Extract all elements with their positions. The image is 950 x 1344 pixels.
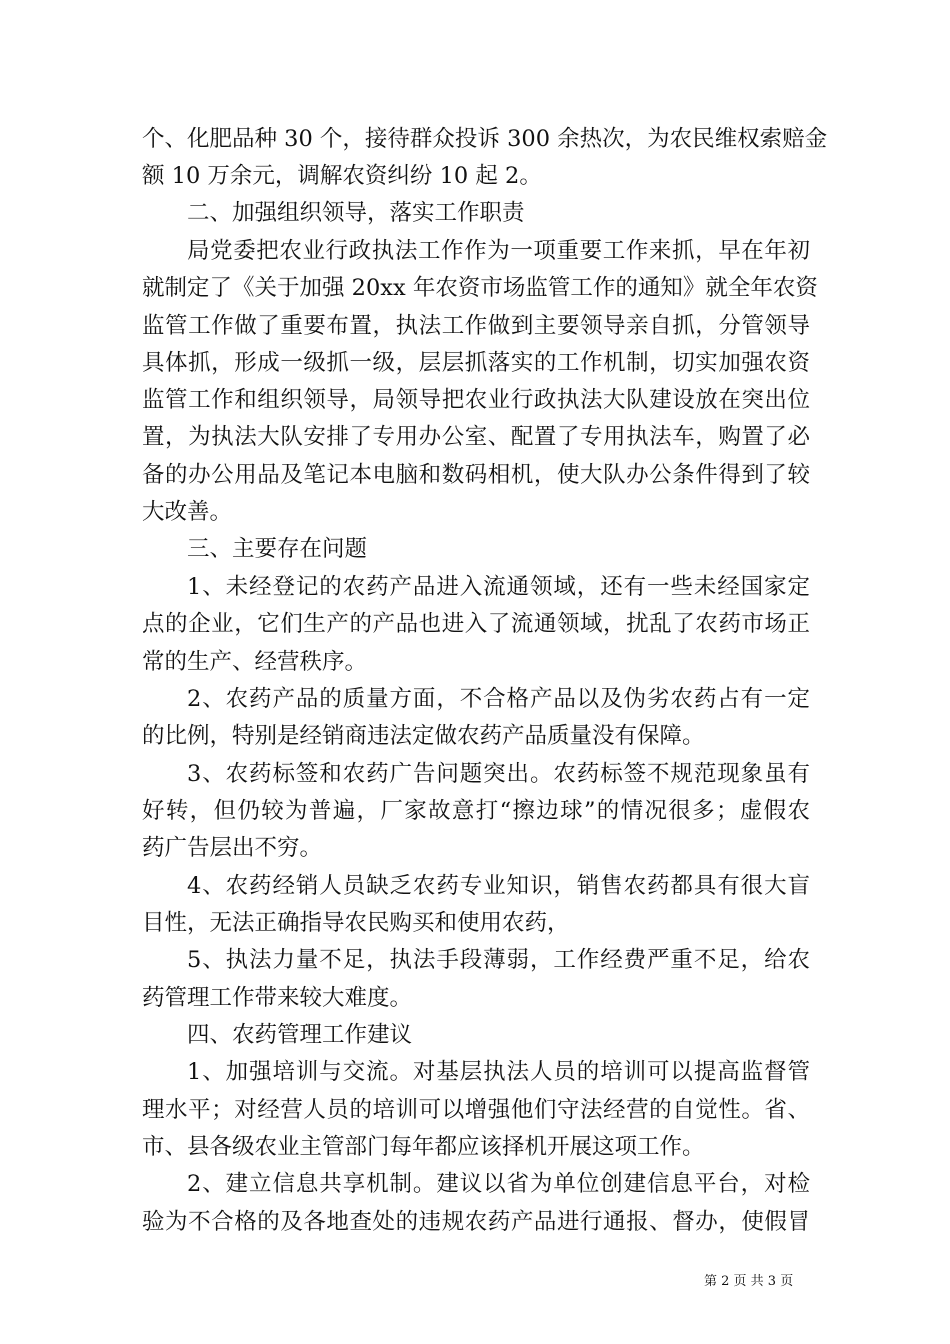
- paragraph-line: 1、加强培训与交流。对基层执法人员的培训可以提高监督管: [187, 1059, 810, 1085]
- section-heading: 二、加强组织领导，落实工作职责: [187, 200, 525, 226]
- paragraph-line: 目性，无法正确指导农民购买和使用农药，: [142, 910, 570, 936]
- paragraph-line: 3、农药标签和农药广告问题突出。农药标签不规范现象虽有: [187, 761, 810, 787]
- paragraph-line: 5、执法力量不足，执法手段薄弱，工作经费严重不足，给农: [187, 947, 810, 973]
- paragraph-line: 置，为执法大队安排了专用办公室、配置了专用执法车，购置了必: [142, 424, 810, 450]
- paragraph-line: 2、农药产品的质量方面，不合格产品以及伪劣农药占有一定: [187, 686, 810, 712]
- paragraph-line: 药广告层出不穷。: [142, 835, 323, 861]
- paragraph-line: 药管理工作带来较大难度。: [142, 985, 413, 1011]
- paragraph-line: 监管工作做了重要布置，执法工作做到主要领导亲自抓，分管领导: [142, 313, 810, 339]
- paragraph-line: 点的企业，它们生产的产品也进入了流通领域，扰乱了农药市场正: [142, 611, 810, 637]
- paragraph-line: 大改善。: [142, 499, 233, 525]
- paragraph-line: 4、农药经销人员缺乏农药专业知识，销售农药都具有很大盲: [187, 873, 810, 899]
- paragraph-line: 2、建立信息共享机制。建议以省为单位创建信息平台，对检: [187, 1171, 810, 1197]
- paragraph-line: 额 10 万余元，调解农资纠纷 10 起 2。: [142, 163, 542, 189]
- paragraph-line: 备的办公用品及笔记本电脑和数码相机，使大队办公条件得到了较: [142, 462, 810, 488]
- paragraph-line: 的比例，特别是经销商违法定做农药产品质量没有保障。: [142, 723, 705, 749]
- paragraph-line: 市、县各级农业主管部门每年都应该择机开展这项工作。: [142, 1134, 705, 1160]
- section-heading: 三、主要存在问题: [187, 536, 368, 562]
- paragraph-line: 具体抓，形成一级抓一级，层层抓落实的工作机制，切实加强农资: [142, 350, 810, 376]
- paragraph-line: 就制定了《关于加强 20xx 年农资市场监管工作的通知》就全年农资: [142, 275, 818, 301]
- paragraph-line: 个、化肥品种 30 个，接待群众投诉 300 余热次，为农民维权索赔金: [142, 126, 828, 152]
- paragraph-line: 1、未经登记的农药产品进入流通领域，还有一些未经国家定: [187, 574, 810, 600]
- paragraph-line: 监管工作和组织领导，局领导把农业行政执法大队建设放在突出位: [142, 387, 810, 413]
- paragraph-line: 好转，但仍较为普遍，厂家故意打“擦边球”的情况很多；虚假农: [142, 798, 810, 824]
- paragraph-line: 局党委把农业行政执法工作作为一项重要工作来抓，早在年初: [187, 238, 810, 264]
- paragraph-line: 常的生产、经营秩序。: [142, 649, 368, 675]
- page-number: 第 2 页 共 3 页: [704, 1274, 794, 1289]
- paragraph-line: 验为不合格的及各地查处的违规农药产品进行通报、督办，使假冒: [142, 1209, 810, 1235]
- paragraph-line: 理水平；对经营人员的培训可以增强他们守法经营的自觉性。省、: [142, 1097, 810, 1123]
- section-heading: 四、农药管理工作建议: [187, 1022, 413, 1048]
